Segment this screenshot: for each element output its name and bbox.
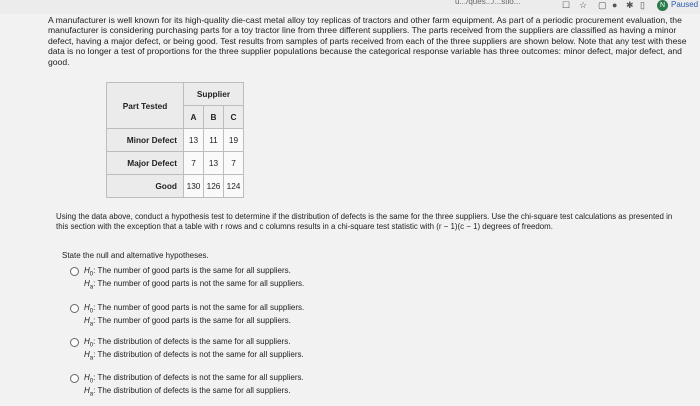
table-row	[107, 175, 244, 198]
table-row	[107, 129, 244, 152]
window-icon[interactable]: ▯	[640, 0, 645, 10]
question-prompt: State the null and alternative hypotheses.	[62, 251, 209, 260]
table-row	[107, 152, 244, 175]
part-tested-header: Part Tested	[107, 83, 184, 129]
table-cell: 11	[204, 129, 224, 152]
url-fragment[interactable]: u.../ques.../...stio...	[455, 0, 521, 6]
paused-status[interactable]: Paused	[671, 0, 699, 9]
supplier-header: Supplier	[184, 83, 244, 106]
bookmark-icon[interactable]: ☐	[562, 0, 571, 10]
table-cell: 126	[204, 175, 224, 198]
null-hypothesis: $H_0$: The number of good parts is not the same for all suppliers.	[84, 303, 305, 315]
row-label: Good	[107, 175, 184, 198]
browser-toolbar	[0, 0, 700, 14]
row-label: Major Defect	[107, 152, 184, 175]
alternative-hypothesis: $H_a$: The distribution of defects is not the same for all suppliers.	[84, 350, 304, 362]
table-cell: 13	[184, 129, 204, 152]
null-hypothesis: $H_0$: The distribution of defects is the same for all suppliers.	[84, 337, 291, 349]
profile-avatar[interactable]: N	[657, 0, 668, 11]
intro-paragraph: A manufacturer is well known for its high-quality die-cast metal alloy toy replicas of tractors and other farm equipment. As part of a periodic procurement evaluation, the manufacturer is considering purchasing parts for a toy tractor line from three different suppliers. The parts received from the suppliers are classified as having a minor defect, having a major defect, or being good. Test results from samples of parts received from each of the three suppliers are shown below. Note that any test with these data is no longer a test of proportions for the three supplier populations because the categorical response variable has three outcomes: minor defect, major defect, and good.	[48, 15, 687, 67]
alternative-hypothesis: $H_a$: The distribution of defects is the same for all suppliers.	[84, 386, 291, 398]
extension-icon[interactable]: ▢	[598, 0, 607, 10]
table-cell: 130	[184, 175, 204, 198]
table-cell: 13	[204, 152, 224, 175]
puzzle-icon[interactable]: ✱	[626, 0, 634, 10]
radio-button[interactable]	[70, 338, 79, 347]
record-icon[interactable]: ●	[612, 0, 618, 10]
row-label: Minor Defect	[107, 129, 184, 152]
task-paragraph: Using the data above, conduct a hypothesis test to determine if the distribution of defects is the same for the three suppliers. Use the chi-square test calculations as presented in this section with the exception that a table with r rows and c columns results in a chi-square test statistic with (r − 1)(c − 1) degrees of freedom.	[56, 212, 673, 231]
table-cell: 7	[184, 152, 204, 175]
column-header: A	[184, 106, 204, 129]
null-hypothesis: $H_0$: The distribution of defects is not the same for all suppliers.	[84, 373, 304, 385]
table-cell: 124	[224, 175, 244, 198]
alternative-hypothesis: $H_a$: The number of good parts is not the same for all suppliers.	[84, 279, 305, 291]
table-cell: 7	[224, 152, 244, 175]
radio-button[interactable]	[70, 374, 79, 383]
null-hypothesis: $H_0$: The number of good parts is the same for all suppliers.	[84, 266, 291, 278]
column-header: B	[204, 106, 224, 129]
radio-button[interactable]	[70, 304, 79, 313]
column-header: C	[224, 106, 244, 129]
supplier-table	[106, 82, 244, 198]
star-icon[interactable]: ☆	[579, 0, 588, 10]
radio-button[interactable]	[70, 267, 79, 276]
table-cell: 19	[224, 129, 244, 152]
alternative-hypothesis: $H_a$: The number of good parts is the same for all suppliers.	[84, 316, 291, 328]
